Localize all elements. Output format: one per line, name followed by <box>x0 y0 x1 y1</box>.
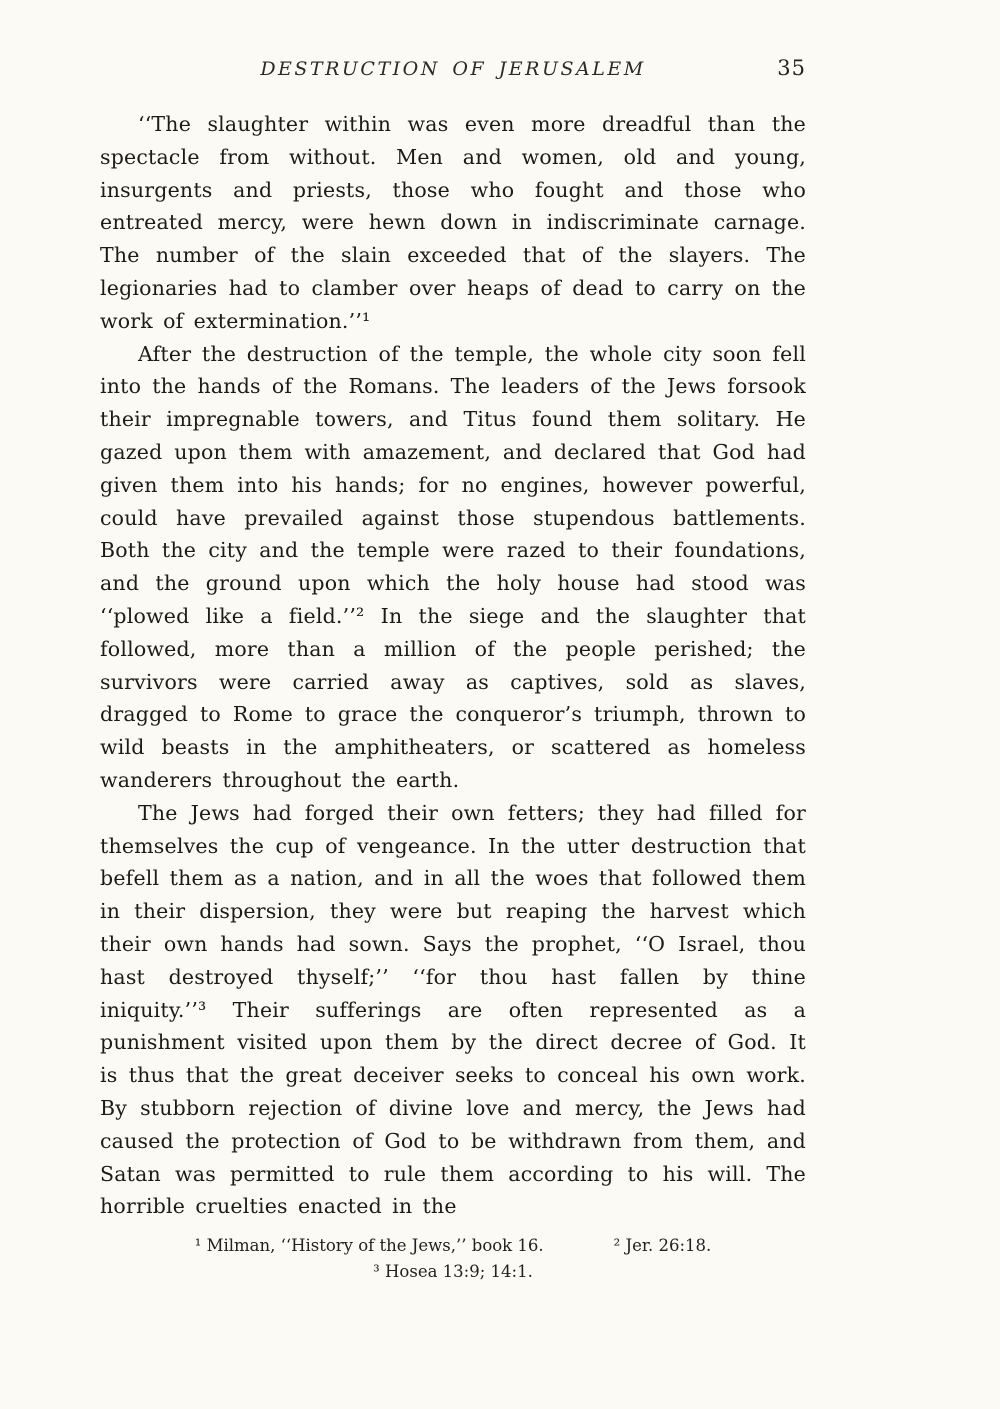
running-head-title: DESTRUCTION OF JERUSALEM <box>260 58 646 80</box>
paragraph-jews-fetters: The Jews had forged their own fetters; they had filled for themselves the cup of vengeance. In the utter destruction that befell them as a nation, and in all the woes that followed them in their dispersion, they were but reaping the harvest which their own hands had sown. Says the prophet, ‘‘O Israel, thou hast destroyed thyself;’’ ‘‘for thou hast fallen by thine iniquity.’’³ Their sufferings are often represented as a punishment visited upon them by the direct decree of God. It is thus that the great deceiver seeks to conceal his own work. By stubborn rejection of divine love and mercy, the Jews had caused the protection of God to be withdrawn from them, and Satan was permitted to rule them according to his will. The horrible cruelties enacted in the <box>100 800 806 1219</box>
paragraph-city-destruction: After the destruction of the temple, the whole city soon fell into the hands of the Romans. The leaders of the Jews forsook their impregnable towers, and Titus found them solitary. He gazed upon them with amazement, and declared that God had given them into his hands; for no engines, however powerful, could have prevailed against those stupendous battlements. Both the city and the temple were razed to their foundations, and the ground upon which the holy house had stood was ‘‘plowed like a field.’’² In the siege and the slaughter that followed, more than a million of the people perished; the survivors were carried away as captives, sold as slaves, dragged to Rome to grace the conqueror’s triumph, thrown to wild beasts in the amphitheaters, or scattered as homeless wanderers throughout the earth. <box>100 341 806 792</box>
footnote-milman: ¹ Milman, ‘‘History of the Jews,’’ book 16. <box>194 1236 544 1256</box>
running-head <box>100 58 806 80</box>
footnote-jeremiah: ² Jer. 26:18. <box>613 1236 712 1256</box>
footnote-hosea: ³ Hosea 13:9; 14:1. <box>373 1262 533 1282</box>
footnote-row-2 <box>100 1259 806 1285</box>
footnotes <box>100 1233 806 1285</box>
body-text <box>100 108 806 1223</box>
paragraph-slaughter-quote: ‘‘The slaughter within was even more dreadful than the spectacle from without. Men and women, old and young, insurgents and priests, those who fought and those who entreated mercy, were hewn down in indiscriminate carnage. The number of the slain exceeded that of the slayers. The legionaries had to clamber over heaps of dead to carry on the work of extermination.’’¹ <box>100 112 806 333</box>
footnote-row-1 <box>100 1233 806 1259</box>
text-column <box>100 58 806 1285</box>
page-number: 35 <box>777 56 806 80</box>
